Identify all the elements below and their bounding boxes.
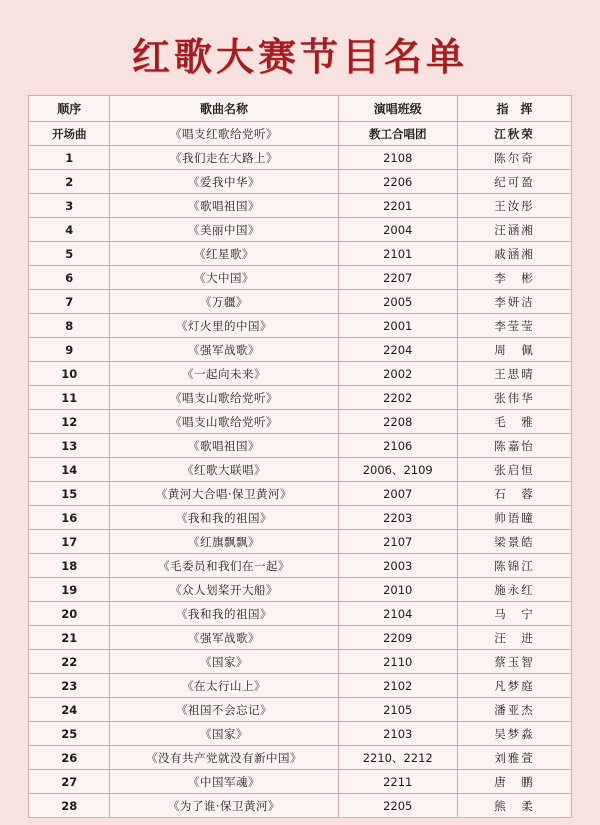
table-header-row: [29, 96, 572, 122]
cell-class: 2103: [338, 722, 457, 746]
page-title: 红歌大赛节目名单: [131, 34, 468, 79]
table-row: [29, 242, 572, 266]
cell-song: 《唱支山歌给党听》: [110, 410, 338, 434]
cell-song: 《红歌大联唱》: [110, 458, 338, 482]
table-row: [29, 218, 572, 242]
cell-order: 12: [29, 410, 110, 434]
cell-song: 《美丽中国》: [110, 218, 338, 242]
cell-class: 2206: [338, 170, 457, 194]
cell-order: 11: [29, 386, 110, 410]
cell-conductor: 潘亚杰: [457, 698, 571, 722]
table-row: [29, 554, 572, 578]
cell-class: 2005: [338, 290, 457, 314]
cell-class: 2108: [338, 146, 457, 170]
cell-class: 2203: [338, 506, 457, 530]
cell-class: 教工合唱团: [338, 122, 457, 146]
cell-order: 6: [29, 266, 110, 290]
cell-conductor: 周 佩: [457, 338, 571, 362]
cell-order: 18: [29, 554, 110, 578]
cell-class: 2001: [338, 314, 457, 338]
table-row: [29, 650, 572, 674]
cell-order: 17: [29, 530, 110, 554]
cell-song: 《红星歌》: [110, 242, 338, 266]
cell-conductor: 江秋荣: [457, 122, 571, 146]
table-row: [29, 146, 572, 170]
cell-song: 《中国军魂》: [110, 770, 338, 794]
cell-conductor: 施永红: [457, 578, 571, 602]
table-row: [29, 386, 572, 410]
table-row: [29, 722, 572, 746]
cell-order: 25: [29, 722, 110, 746]
cell-conductor: 汪涵湘: [457, 218, 571, 242]
cell-order: 1: [29, 146, 110, 170]
cell-conductor: 梁景皓: [457, 530, 571, 554]
cell-order: 5: [29, 242, 110, 266]
cell-conductor: 熊 柔: [457, 794, 571, 818]
table-row: [29, 530, 572, 554]
cell-song: 《红旗飘飘》: [110, 530, 338, 554]
cell-song: 《万疆》: [110, 290, 338, 314]
table-row: [29, 602, 572, 626]
cell-order: 27: [29, 770, 110, 794]
cell-class: 2106: [338, 434, 457, 458]
table-row: [29, 506, 572, 530]
cell-song: 《我和我的祖国》: [110, 602, 338, 626]
table-row: [29, 458, 572, 482]
cell-class: 2010: [338, 578, 457, 602]
cell-song: 《强军战歌》: [110, 626, 338, 650]
cell-conductor: 毛 雅: [457, 410, 571, 434]
cell-order: 16: [29, 506, 110, 530]
column-header-class: 演唱班级: [338, 96, 457, 122]
cell-conductor: 帅语瞳: [457, 506, 571, 530]
cell-order: 23: [29, 674, 110, 698]
cell-order: 开场曲: [29, 122, 110, 146]
cell-song: 《在太行山上》: [110, 674, 338, 698]
cell-class: 2104: [338, 602, 457, 626]
cell-order: 13: [29, 434, 110, 458]
table-row: [29, 194, 572, 218]
cell-song: 《众人划桨开大船》: [110, 578, 338, 602]
table-row: [29, 362, 572, 386]
cell-class: 2101: [338, 242, 457, 266]
table-row: [29, 770, 572, 794]
table-body: [29, 122, 572, 818]
cell-class: 2110: [338, 650, 457, 674]
cell-song: 《一起向未来》: [110, 362, 338, 386]
cell-song: 《毛委员和我们在一起》: [110, 554, 338, 578]
program-table: [28, 95, 572, 818]
cell-class: 2208: [338, 410, 457, 434]
cell-conductor: 陈尔奇: [457, 146, 571, 170]
cell-song: 《没有共产党就没有新中国》: [110, 746, 338, 770]
cell-song: 《国家》: [110, 650, 338, 674]
cell-class: 2105: [338, 698, 457, 722]
cell-order: 22: [29, 650, 110, 674]
cell-order: 19: [29, 578, 110, 602]
cell-order: 24: [29, 698, 110, 722]
cell-class: 2107: [338, 530, 457, 554]
cell-song: 《大中国》: [110, 266, 338, 290]
cell-conductor: 李莹莹: [457, 314, 571, 338]
cell-song: 《祖国不会忘记》: [110, 698, 338, 722]
table-row: [29, 434, 572, 458]
cell-conductor: 王思晴: [457, 362, 571, 386]
cell-conductor: 汪 进: [457, 626, 571, 650]
cell-class: 2201: [338, 194, 457, 218]
cell-class: 2202: [338, 386, 457, 410]
cell-order: 2: [29, 170, 110, 194]
cell-order: 8: [29, 314, 110, 338]
cell-conductor: 王汝彤: [457, 194, 571, 218]
column-header-order: 顺序: [29, 96, 110, 122]
cell-order: 3: [29, 194, 110, 218]
cell-conductor: 陈嘉怡: [457, 434, 571, 458]
column-header-song: 歌曲名称: [110, 96, 338, 122]
cell-order: 20: [29, 602, 110, 626]
cell-order: 26: [29, 746, 110, 770]
cell-class: 2211: [338, 770, 457, 794]
table-row: [29, 626, 572, 650]
cell-order: 21: [29, 626, 110, 650]
cell-song: 《歌唱祖国》: [110, 434, 338, 458]
cell-class: 2002: [338, 362, 457, 386]
cell-conductor: 石 蓉: [457, 482, 571, 506]
cell-class: 2207: [338, 266, 457, 290]
table-row: [29, 338, 572, 362]
cell-song: 《灯火里的中国》: [110, 314, 338, 338]
cell-order: 14: [29, 458, 110, 482]
cell-song: 《唱支红歌给党听》: [110, 122, 338, 146]
cell-song: 《歌唱祖国》: [110, 194, 338, 218]
cell-order: 9: [29, 338, 110, 362]
cell-conductor: 张伟华: [457, 386, 571, 410]
cell-class: 2007: [338, 482, 457, 506]
cell-conductor: 李妍洁: [457, 290, 571, 314]
table-row: [29, 674, 572, 698]
cell-song: 《强军战歌》: [110, 338, 338, 362]
table-row: [29, 410, 572, 434]
cell-order: 15: [29, 482, 110, 506]
cell-class: 2205: [338, 794, 457, 818]
cell-conductor: 蔡玉智: [457, 650, 571, 674]
cell-order: 10: [29, 362, 110, 386]
cell-conductor: 刘雅萱: [457, 746, 571, 770]
table-row: [29, 170, 572, 194]
column-header-conductor: 指 挥: [457, 96, 571, 122]
cell-class: 2003: [338, 554, 457, 578]
cell-order: 7: [29, 290, 110, 314]
table-row: [29, 122, 572, 146]
cell-conductor: 张启恒: [457, 458, 571, 482]
table-row: [29, 794, 572, 818]
table-row: [29, 314, 572, 338]
cell-conductor: 吴梦淼: [457, 722, 571, 746]
table-row: [29, 290, 572, 314]
cell-order: 4: [29, 218, 110, 242]
cell-conductor: 李 彬: [457, 266, 571, 290]
cell-conductor: 马 宁: [457, 602, 571, 626]
cell-class: 2006、2109: [338, 458, 457, 482]
cell-song: 《我们走在大路上》: [110, 146, 338, 170]
cell-class: 2102: [338, 674, 457, 698]
cell-song: 《为了谁·保卫黄河》: [110, 794, 338, 818]
table-row: [29, 698, 572, 722]
cell-conductor: 陈锦江: [457, 554, 571, 578]
cell-song: 《黄河大合唱·保卫黄河》: [110, 482, 338, 506]
cell-song: 《国家》: [110, 722, 338, 746]
table-row: [29, 746, 572, 770]
cell-order: 28: [29, 794, 110, 818]
table-row: [29, 266, 572, 290]
cell-conductor: 凡梦庭: [457, 674, 571, 698]
cell-class: 2210、2212: [338, 746, 457, 770]
table-header: [29, 96, 572, 122]
cell-class: 2209: [338, 626, 457, 650]
program-table-wrapper: [28, 95, 572, 818]
cell-conductor: 纪可盈: [457, 170, 571, 194]
cell-class: 2204: [338, 338, 457, 362]
cell-song: 《我和我的祖国》: [110, 506, 338, 530]
cell-song: 《唱支山歌给党听》: [110, 386, 338, 410]
cell-song: 《爱我中华》: [110, 170, 338, 194]
table-row: [29, 482, 572, 506]
cell-conductor: 唐 鹏: [457, 770, 571, 794]
table-row: [29, 578, 572, 602]
cell-class: 2004: [338, 218, 457, 242]
cell-conductor: 戚涵湘: [457, 242, 571, 266]
